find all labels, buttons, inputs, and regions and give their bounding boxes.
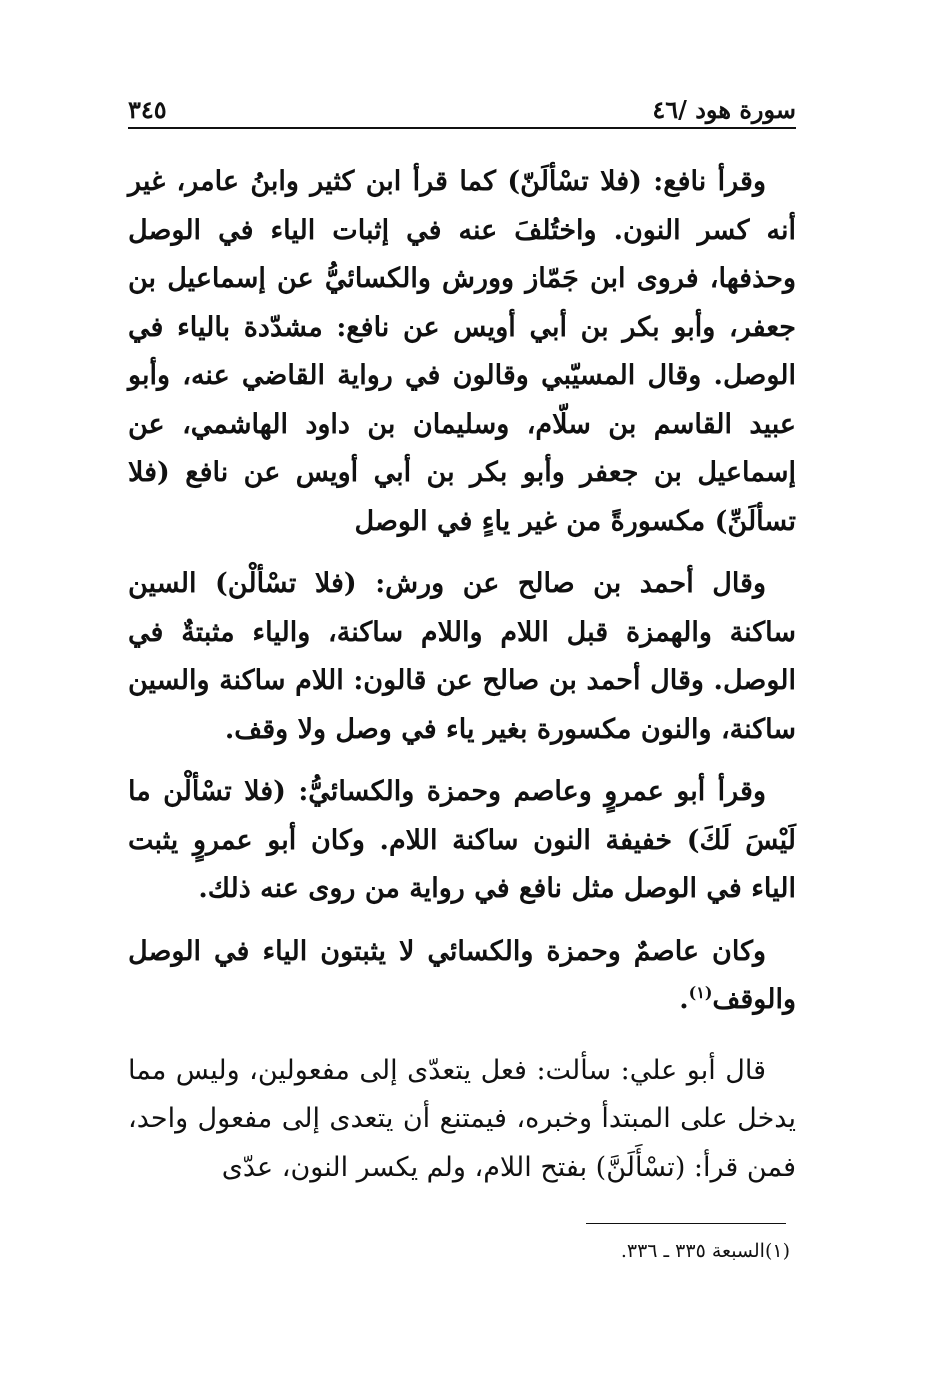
footnote: (١)السبعة ٣٣٥ ـ ٣٣٦. xyxy=(620,1240,790,1262)
header-rule xyxy=(128,127,796,129)
paragraph-3: وقرأ أبو عمروٍ وعاصم وحمزة والكسائيُّ: (فلا تسْألْن ما لَيْسَ لَكَ) خفيفة النون ساكنة اللام. وكان أبو عمروٍ يثبت الياء في الوصل مثل نافع في رواية من روى عنه ذلك. xyxy=(128,776,796,904)
paragraph-1: وقرأ نافع: (فلا تسْألَنّ) كما قرأ ابن كثير وابنُ عامر، غير أنه كسر النون. واختُلفَ عنه في إثبات الياء في الوصل وحذفها، فروى ابن جَمّاز وورش والكسائيُّ عن إسماعيل بن جعفر، وأبو بكر بن أبي أويس عن نافع: مشدّدة بالياء في الوصل. وقال المسيّبي وقالون في رواية القاضي عنه، وأبو عبيد القاسم بن سلّام، وسليمان بن داود الهاشمي، عن إسماعيل بن جعفر وأبو بكر بن أبي أويس عن نافع (فلا تسألَنِّ) مكسورةً من غير ياءٍ في الوصل xyxy=(128,166,796,537)
paragraph-5: قال أبو علي: سألت: فعل يتعدّى إلى مفعولين، وليس مما يدخل على المبتدأ وخبره، فيمتنع أن يتعدى إلى مفعول واحد، فمن قرأ: (تسْأَلَنَّ) بفتح اللام، ولم يكسر النون، عدّى xyxy=(128,1054,796,1183)
footnote-rule xyxy=(586,1223,786,1224)
page-header xyxy=(128,84,796,124)
paragraph-4-text: وكان عاصمٌ وحمزة والكسائي لا يثبتون الياء في الوصل والوقف xyxy=(128,935,796,1015)
page-number: ٣٤٥ xyxy=(128,95,167,124)
main-text xyxy=(128,158,796,1206)
paragraph-4 xyxy=(128,928,796,1025)
paragraph-2: وقال أحمد بن صالح عن ورش: (فلا تسْألْن) السين ساكنة والهمزة قبل اللام واللام ساكنة، والياء مثبتةٌ في الوصل. وقال أحمد بن صالح عن قالون: اللام ساكنة والسين ساكنة، والنون مكسورة بغير ياء في وصل ولا وقف. xyxy=(128,568,796,745)
footnote-reference: (١) xyxy=(688,983,713,1002)
running-title: سورة هود /٤٦ xyxy=(652,95,796,124)
paragraph-4-tail: . xyxy=(679,984,689,1015)
